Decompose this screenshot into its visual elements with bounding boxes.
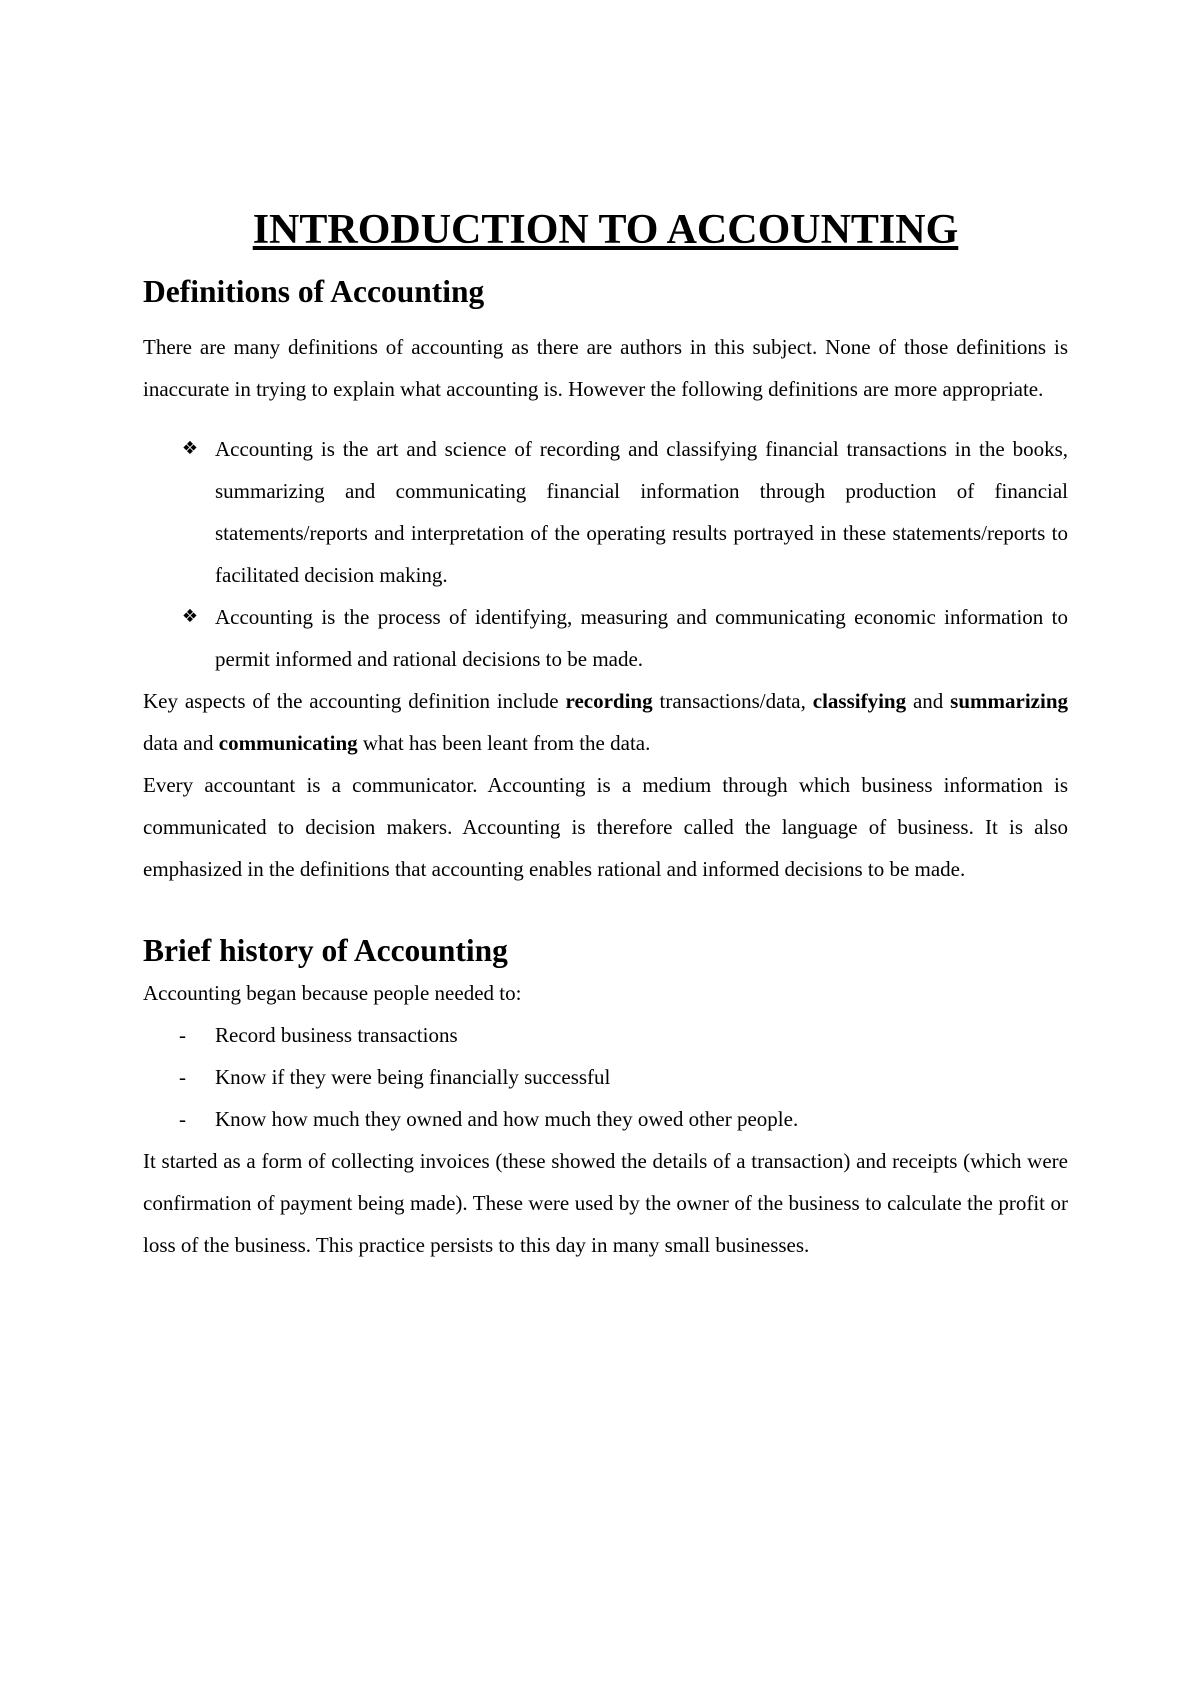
page-title: INTRODUCTION TO ACCOUNTING bbox=[252, 207, 959, 253]
diamond-bullet-icon: ❖ bbox=[181, 606, 199, 627]
text-run: what has been leant from the data. bbox=[357, 731, 651, 755]
intro-paragraph: There are many definitions of accounting as there are authors in this subject. None of those definitions is inaccurate in trying to explain what accounting is. However the following definitions are more appropriate. bbox=[143, 335, 1068, 401]
list-item bbox=[181, 428, 1068, 596]
text-run: transactions/data, bbox=[652, 689, 813, 713]
bold-term: summarizing bbox=[950, 689, 1068, 713]
document-body bbox=[143, 207, 1068, 1266]
text-run: data and bbox=[143, 731, 219, 755]
list-item bbox=[179, 1014, 1068, 1056]
dash-bullet: - bbox=[179, 1065, 186, 1089]
definition-text: Accounting is the art and science of recording and classifying financial transactions in the books, summarizing and communicating financial information through production of financial statements/reports and interpretation of the operating results portrayed in these statements/reports to facilitated decision making. bbox=[215, 437, 1068, 587]
history-item-text: Record business transactions bbox=[215, 1023, 458, 1047]
bold-term: communicating bbox=[218, 731, 358, 755]
dash-bullet: - bbox=[179, 1023, 186, 1047]
key-aspects-paragraph bbox=[143, 680, 1068, 764]
dash-bullet: - bbox=[179, 1107, 186, 1131]
history-list bbox=[143, 1014, 1068, 1140]
list-item bbox=[179, 1056, 1068, 1098]
history-heading: Brief history of Accounting bbox=[143, 933, 508, 968]
list-item bbox=[181, 596, 1068, 680]
history-intro: Accounting began because people needed to: bbox=[143, 981, 522, 1005]
history-paragraph: It started as a form of collecting invoices (these showed the details of a transaction) and receipts (which were confirmation of payment being made). These were used by the owner of the business to calculate the profit or loss of the business. This practice persists to this day in many small businesses. bbox=[143, 1149, 1068, 1257]
bold-term: recording bbox=[565, 689, 653, 713]
list-item bbox=[179, 1098, 1068, 1140]
communicator-paragraph: Every accountant is a communicator. Accounting is a medium through which business information is communicated to decision makers. Accounting is therefore called the language of business. It is also emphasized in the definitions that accounting enables rational and informed decisions to be made. bbox=[143, 773, 1068, 881]
history-item-text: Know how much they owned and how much they owed other people. bbox=[215, 1107, 799, 1131]
definition-text: Accounting is the process of identifying, measuring and communicating economic information to permit informed and rational decisions to be made. bbox=[215, 605, 1068, 671]
definitions-heading: Definitions of Accounting bbox=[143, 274, 485, 309]
history-item-text: Know if they were being financially successful bbox=[215, 1065, 611, 1089]
text-run: and bbox=[906, 689, 951, 713]
text-run: Key aspects of the accounting definition include bbox=[143, 689, 566, 713]
bold-term: classifying bbox=[812, 689, 907, 713]
diamond-bullet-icon: ❖ bbox=[181, 438, 199, 459]
definitions-list bbox=[143, 428, 1068, 680]
